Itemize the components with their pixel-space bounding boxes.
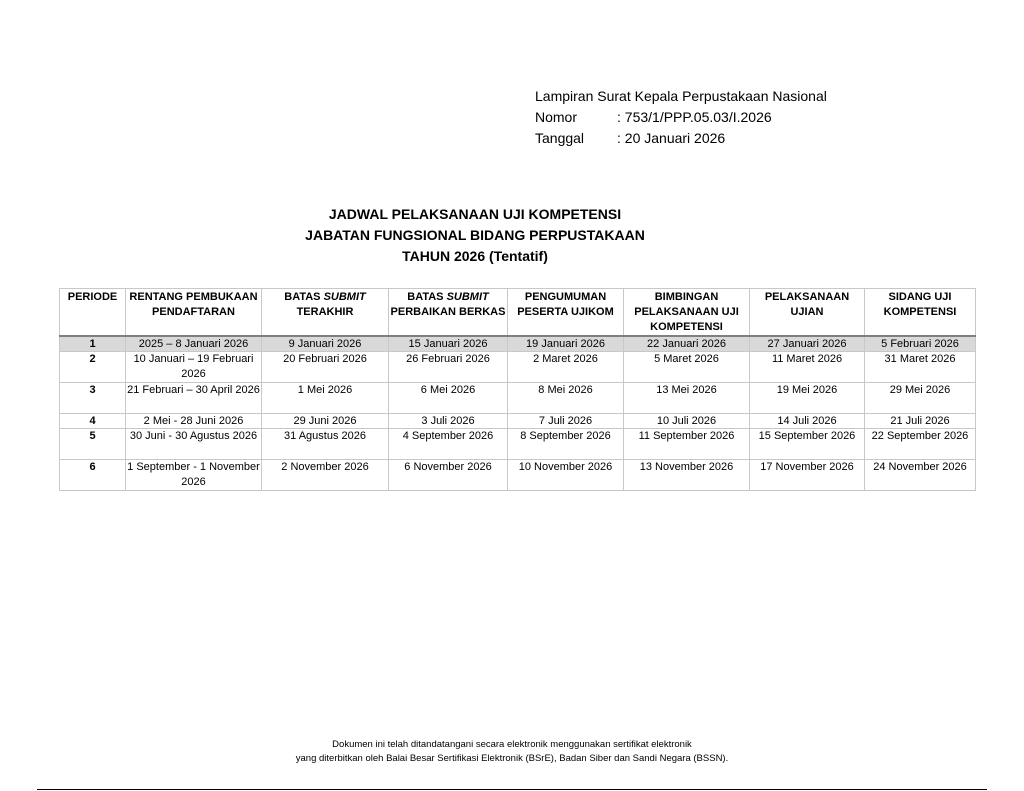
cell-rentang: 2 Mei - 28 Juni 2026 bbox=[126, 414, 262, 429]
table-row bbox=[60, 383, 976, 414]
cell-periode: 5 bbox=[60, 429, 126, 460]
attachment-title: Lampiran Surat Kepala Perpustakaan Nasional bbox=[535, 88, 827, 104]
cell-pelaksanaan: 17 November 2026 bbox=[750, 460, 865, 491]
cell-batas-perbaikan: 6 Mei 2026 bbox=[389, 383, 508, 414]
cell-periode: 2 bbox=[60, 352, 126, 383]
cell-pengumuman: 7 Juli 2026 bbox=[508, 414, 624, 429]
header-batas-submit-perbaikan: BATAS SUBMIT PERBAIKAN BERKAS bbox=[389, 289, 508, 337]
cell-bimbingan: 5 Maret 2026 bbox=[624, 352, 750, 383]
cell-rentang: 30 Juni - 30 Agustus 2026 bbox=[126, 429, 262, 460]
table-row bbox=[60, 429, 976, 460]
cell-sidang: 21 Juli 2026 bbox=[865, 414, 976, 429]
cell-batas-submit: 9 Januari 2026 bbox=[262, 336, 389, 352]
cell-batas-submit: 2 November 2026 bbox=[262, 460, 389, 491]
cell-bimbingan: 10 Juli 2026 bbox=[624, 414, 750, 429]
tanggal-value: : 20 Januari 2026 bbox=[617, 130, 726, 146]
cell-rentang: 10 Januari – 19 Februari 2026 bbox=[126, 352, 262, 383]
cell-periode: 6 bbox=[60, 460, 126, 491]
header-pelaksanaan-ujian: PELAKSANAAN UJIAN bbox=[750, 289, 865, 337]
cell-sidang: 5 Februari 2026 bbox=[865, 336, 976, 352]
attachment-block bbox=[535, 86, 827, 149]
header-rentang-pendaftaran: RENTANG PEMBUKAAN PENDAFTARAN bbox=[126, 289, 262, 337]
cell-rentang: 2025 – 8 Januari 2026 bbox=[126, 336, 262, 352]
cell-batas-perbaikan: 26 Februari 2026 bbox=[389, 352, 508, 383]
nomor-label: Nomor bbox=[535, 109, 578, 125]
cell-pengumuman: 8 Mei 2026 bbox=[508, 383, 624, 414]
header-sidang-uji: SIDANG UJI KOMPETENSI bbox=[865, 289, 976, 337]
cell-pelaksanaan: 14 Juli 2026 bbox=[750, 414, 865, 429]
title-line-1: JADWAL PELAKSANAAN UJI KOMPETENSI bbox=[328, 206, 622, 222]
title-line-2: JABATAN FUNGSIONAL BIDANG PERPUSTAKAAN bbox=[305, 227, 645, 243]
document-title bbox=[0, 204, 950, 267]
cell-sidang: 31 Maret 2026 bbox=[865, 352, 976, 383]
cell-periode: 3 bbox=[60, 383, 126, 414]
tanggal-label: Tanggal bbox=[535, 130, 585, 146]
attachment-line bbox=[535, 86, 827, 107]
footer-divider bbox=[37, 789, 987, 790]
cell-bimbingan: 22 Januari 2026 bbox=[624, 336, 750, 352]
cell-rentang: 21 Februari – 30 April 2026 bbox=[126, 383, 262, 414]
cell-rentang: 1 September - 1 November 2026 bbox=[126, 460, 262, 491]
table-row bbox=[60, 336, 976, 352]
cell-pelaksanaan: 27 Januari 2026 bbox=[750, 336, 865, 352]
cell-bimbingan: 13 November 2026 bbox=[624, 460, 750, 491]
cell-pengumuman: 8 September 2026 bbox=[508, 429, 624, 460]
cell-pengumuman: 19 Januari 2026 bbox=[508, 336, 624, 352]
cell-bimbingan: 13 Mei 2026 bbox=[624, 383, 750, 414]
header-periode: PERIODE bbox=[60, 289, 126, 337]
schedule-table bbox=[59, 288, 976, 491]
header-batas-submit-terakhir: BATAS SUBMIT TERAKHIR bbox=[262, 289, 389, 337]
attachment-tanggal-row bbox=[535, 128, 827, 149]
cell-batas-submit: 29 Juni 2026 bbox=[262, 414, 389, 429]
table-row bbox=[60, 352, 976, 383]
cell-bimbingan: 11 September 2026 bbox=[624, 429, 750, 460]
nomor-value: : 753/1/PPP.05.03/I.2026 bbox=[617, 109, 772, 125]
footer-line-2: yang diterbitkan oleh Balai Besar Sertifikasi Elektronik (BSrE), Badan Siber dan Sandi Negara (BSSN). bbox=[295, 753, 729, 764]
header-row bbox=[60, 289, 976, 337]
cell-batas-perbaikan: 3 Juli 2026 bbox=[389, 414, 508, 429]
electronic-signature-note bbox=[0, 738, 1024, 766]
attachment-nomor-row bbox=[535, 107, 827, 128]
cell-batas-submit: 1 Mei 2026 bbox=[262, 383, 389, 414]
table-row bbox=[60, 460, 976, 491]
cell-batas-perbaikan: 4 September 2026 bbox=[389, 429, 508, 460]
cell-batas-submit: 31 Agustus 2026 bbox=[262, 429, 389, 460]
cell-batas-submit: 20 Februari 2026 bbox=[262, 352, 389, 383]
cell-pelaksanaan: 19 Mei 2026 bbox=[750, 383, 865, 414]
cell-pengumuman: 10 November 2026 bbox=[508, 460, 624, 491]
table-header bbox=[60, 289, 976, 337]
cell-sidang: 29 Mei 2026 bbox=[865, 383, 976, 414]
cell-pengumuman: 2 Maret 2026 bbox=[508, 352, 624, 383]
cell-sidang: 22 September 2026 bbox=[865, 429, 976, 460]
cell-batas-perbaikan: 6 November 2026 bbox=[389, 460, 508, 491]
cell-periode: 4 bbox=[60, 414, 126, 429]
table-body bbox=[60, 336, 976, 491]
cell-sidang: 24 November 2026 bbox=[865, 460, 976, 491]
table-row bbox=[60, 414, 976, 429]
cell-batas-perbaikan: 15 Januari 2026 bbox=[389, 336, 508, 352]
header-bimbingan-pelaksanaan: BIMBINGAN PELAKSANAAN UJI KOMPETENSI bbox=[624, 289, 750, 337]
cell-periode: 1 bbox=[60, 336, 126, 352]
header-pengumuman-peserta: PENGUMUMAN PESERTA UJIKOM bbox=[508, 289, 624, 337]
footer-line-1: Dokumen ini telah ditandatangani secara elektronik menggunakan sertifikat elektronik bbox=[332, 739, 692, 750]
cell-pelaksanaan: 11 Maret 2026 bbox=[750, 352, 865, 383]
title-line-3: TAHUN 2026 (Tentatif) bbox=[402, 248, 548, 264]
cell-pelaksanaan: 15 September 2026 bbox=[750, 429, 865, 460]
